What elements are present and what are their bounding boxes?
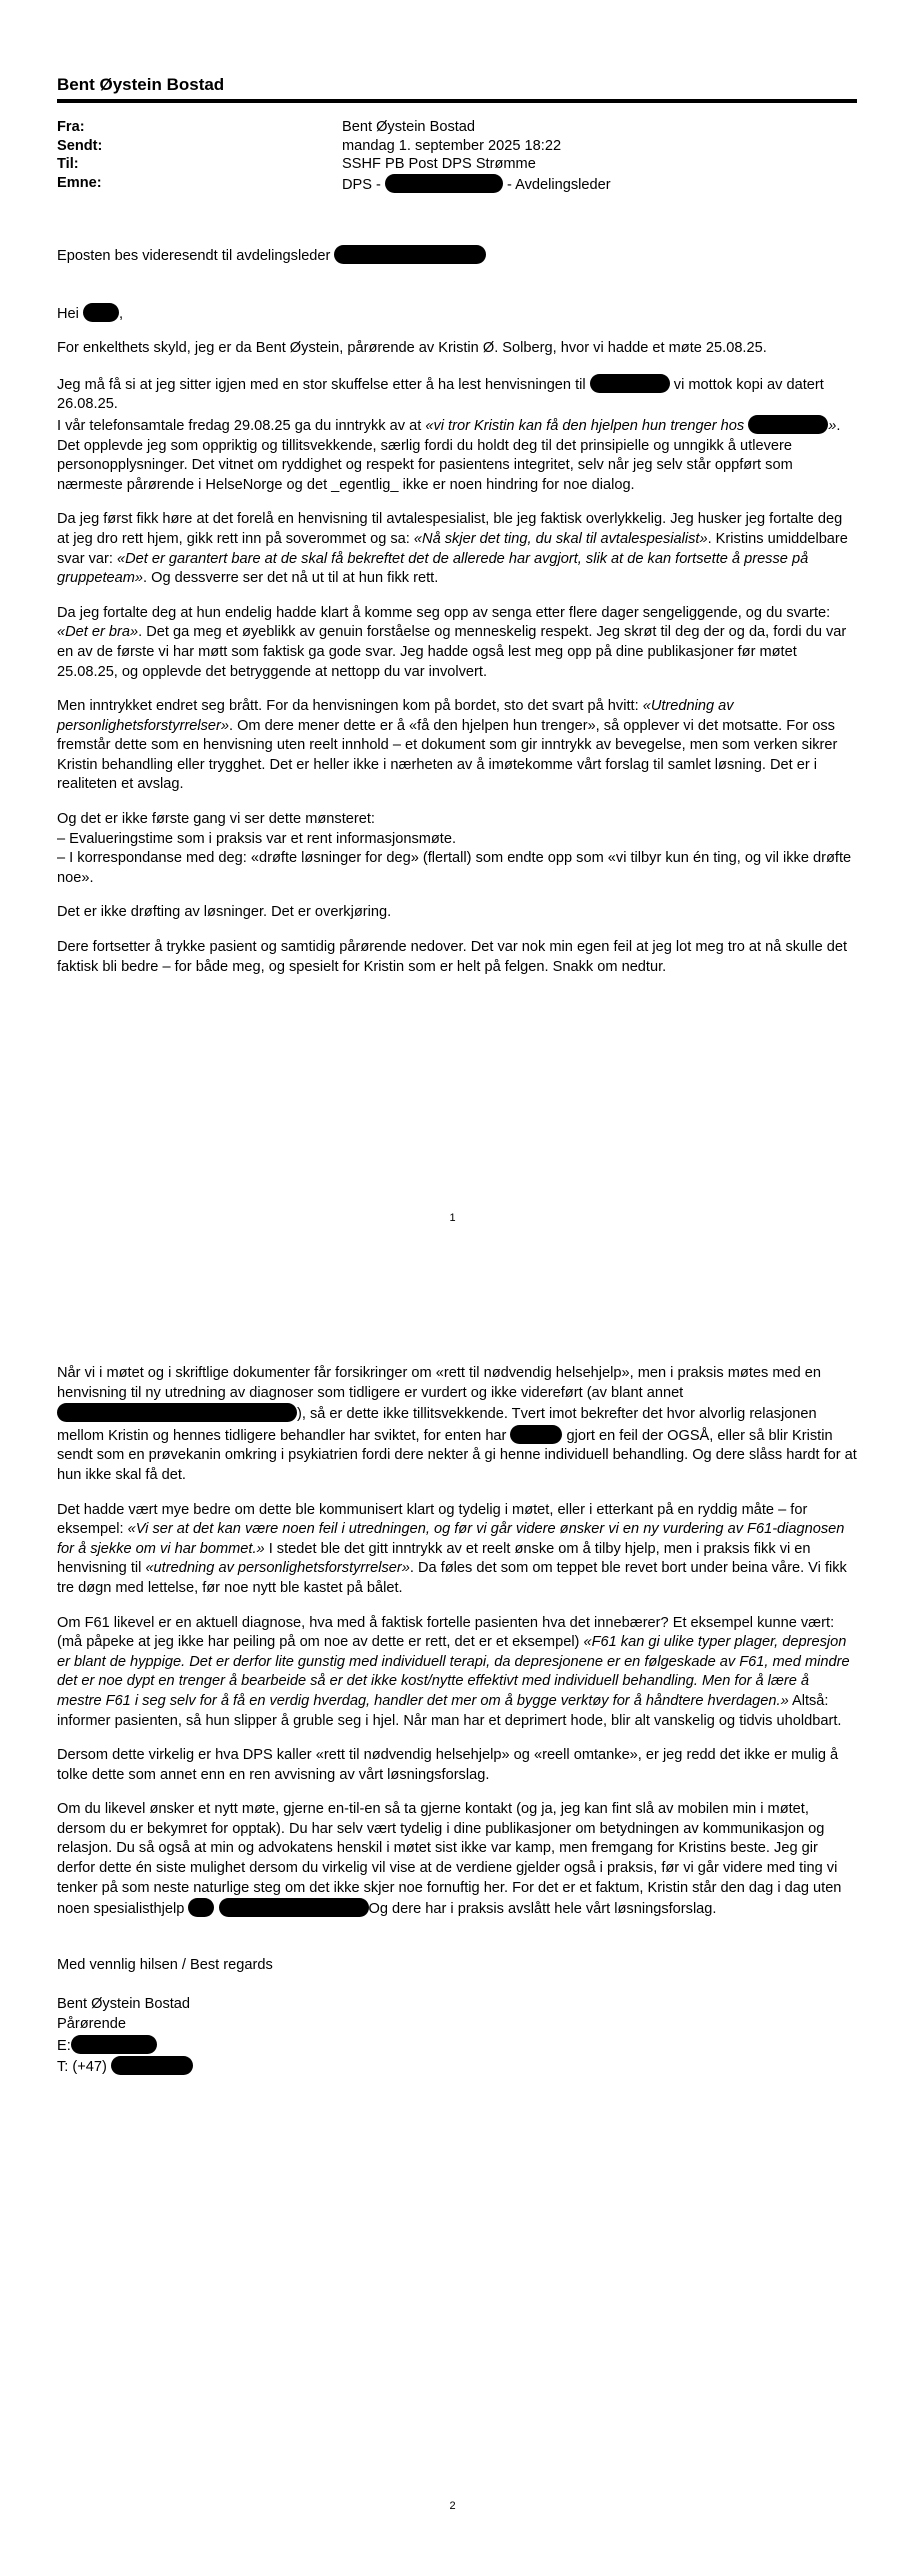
signature-email <box>57 2035 857 2057</box>
signature-block <box>57 1995 857 2077</box>
text-run: Det hadde vært mye bedre om dette ble kommunisert klart og tydelig i møtet, eller i etterkant på en ryddig måte – for eksempel: <box>57 1501 808 1538</box>
sender-name-heading: Bent Øystein Bostad <box>57 75 225 94</box>
paragraph-intro: For enkelthets skyld, jeg er da Bent Øystein, pårørende av Kristin Ø. Solberg, hvor vi hadde et møte 25.08.25. <box>57 340 767 357</box>
subject-label: Emne: <box>57 174 102 191</box>
text-run: I stedet ble det gitt inntrykk av et reelt ønske om å tilby hjelp, men i praksis fikk vi en henvisning til <box>57 1540 811 1577</box>
to-value: SSHF PB Post DPS Strømme <box>342 156 536 172</box>
paragraph-diagnosis <box>57 1614 857 1732</box>
redaction-mark <box>111 2056 193 2075</box>
redaction-mark <box>334 245 486 264</box>
email-header <box>57 118 857 194</box>
quote-text: «Vi ser at det kan være noen feil i utredningen, og før vi går videre ønsker vi en ny vurdering av F61-diagnosen for å sjekke om vi har bommet.» <box>57 1521 845 1557</box>
text-run: . Da føles det som om teppet ble revet bort under beina våre. Vi fikk tre døgn med lettelse, før noe nytt ble kastet på bålet. <box>57 1560 847 1596</box>
redaction-mark <box>57 1403 297 1422</box>
forward-note-text: Eposten bes videresendt til avdelingsleder <box>57 248 331 264</box>
redaction-mark <box>590 374 670 393</box>
paragraph-downhill: Dere fortsetter å trykke pasient og samtidig pårørende nedover. Det var nok min egen feil at jeg lot meg tro at nå skulle det faktisk bli bedre – for både meg, og spesielt for Kristin som er helt på felgen. Snakk om nedtur. <box>57 939 848 975</box>
signature-phone <box>57 2056 857 2078</box>
subject-suffix: - Avdelingsleder <box>507 176 611 193</box>
signature-name: Bent Øystein Bostad <box>57 1996 191 2013</box>
paragraph-pattern <box>57 810 857 888</box>
redaction-mark <box>219 1898 369 1917</box>
page-number: 1 <box>449 1212 456 1224</box>
text-run: . Og dessverre ser det nå ut til at hun fikk rett. <box>143 570 439 587</box>
page-1-body <box>57 245 857 992</box>
text-run: Om F61 likevel er en aktuell diagnose, hva med å faktisk fortelle pasienten hva det innebærer? Et eksempel kunne vært: (må påpeke at jeg ikke har peiling på om noe av dette er rett, det er et eksempel) <box>57 1614 835 1651</box>
closing: Med vennlig hilsen / Best regards <box>57 1956 273 1973</box>
greeting <box>57 303 857 325</box>
text-run: Da jeg først fikk høre at det forelå en henvisning til avtalespesialist, ble jeg faktisk overlykkelig. Jeg husker jeg fortalte deg at jeg dro rett hjem, gikk rett inn på soverommet og sa: <box>57 511 843 547</box>
from-value: Bent Øystein Bostad <box>342 119 476 135</box>
header-row-from <box>57 118 857 137</box>
header-row-subject <box>57 174 857 195</box>
sent-label: Sendt: <box>57 137 103 154</box>
text-run: Men inntrykket endret seg brått. For da henvisningen kom på bordet, sto det svart på hvitt: <box>57 698 639 715</box>
paragraph-assurances <box>57 1364 857 1486</box>
text-run: I vår telefonsamtale fredag 29.08.25 ga du inntrykk av at <box>57 417 422 434</box>
greeting-text: Hei <box>57 305 79 322</box>
quote-text: «vi tror Kristin kan få den hjelpen hun trenger hos <box>425 417 745 434</box>
quote-text: «F61 kan gi ulike typer plager, depresjon er blant de hyppige. Det er derfor lite gunstig med individuell terapi, da depresjonene er en følgeskade av F61, med mindre det er noe dypt en trenger å bearbeide så er det ikke kost/nytte effektivt med individuell behandling. Men for å lære å mestre F61 i seg selv for å få en verdig hverdag, handler det mer om å bygge verktøy for å håndtere hverdagen.» <box>57 1634 850 1709</box>
paragraph-change <box>57 697 857 795</box>
forward-note <box>57 245 857 267</box>
list-item: – Evalueringstime som i praksis var et rent informasjonsmøte. <box>57 830 457 847</box>
header-divider <box>57 99 857 103</box>
text-run: gjort en feil der OGSÅ, eller så blir Kristin sendt som en prøvekanin omkring i psykiatrien fordi dere nekter å gi henne individuell behandling. Og dere slåss hardt for at hun ikke skal få det. <box>57 1427 857 1483</box>
text-run: Om du likevel ønsker et nytt møte, gjerne en-til-en så ta gjerne kontakt (og ja, jeg kan fint slå av mobilen min i møtet, dersom du er bekymret for opptak). Du har selv vært tydelig i dine publikasjoner om betydningen av kommunikasjon og relasjon. Du så også at min og advokatens henskil i møtet sist ikke var kamp, men fremgang for Kristins beste. Jeg gir derfor dette én siste mulighet dersom du virkelig vil vise at de verdiene gjelder også i praksis, før vi går videre med ting vi tenker på som neste naturlige steg om det ikke skjer noe fornuftig her. For det er et faktum, Kristin står den dag i dag uten noen spesialisthjelp <box>57 1801 842 1918</box>
text-run: Når vi i møtet og i skriftlige dokumenter får forsikringer om «rett til nødvendig helsehjelp», men i praksis møtes med en henvisning til ny utredning av diagnoser som tidligere er vurdert og ikke videreført (av blant annet <box>57 1365 822 1401</box>
header-row-to <box>57 155 857 174</box>
text-run: . Det ga meg et øyeblikk av genuin forståelse og menneskelig respekt. Jeg skrøt til deg der og da, fordi du var en av de første vi har møtt som faktisk ga gode svar. Jeg hadde også lest meg opp på dine publikasjoner før møtet 25.08.25, og opplevde det betryggende at nettopp du var involvert. <box>57 624 847 680</box>
subject-prefix: DPS - <box>342 176 381 193</box>
quote-text: » <box>828 417 837 434</box>
text-run: . Kristins umiddelbare svar var: <box>57 530 848 567</box>
text-run: Altså: informer pasienten, så hun slipper å gruble seg i hjel. Når man har et deprimert hode, blir alt vanskelig og tidvis uholdbart. <box>57 1692 842 1729</box>
quote-text: «Nå skjer det ting, du skal til avtalespesialist» <box>413 530 708 547</box>
text-run: . Det opplevde jeg som oppriktig og tillitsvekkende, særlig fordi du holdt deg til det prinsipielle og unngikk å utlevere personopplysninger. Det vitnet om ryddighet og respekt for pasientens integritet, selv når jeg selv står oppført som nærmeste pårørende i HelseNorge og det _egentlig_ ikke er noen hindring for noe dialog. <box>57 417 841 493</box>
text-run: ), så er dette ikke tillitsvekkende. Tvert imot bekrefter det hvor alvorlig relasjonen mellom Kristin og hennes tidligere behandler har sviktet, for enten har <box>57 1406 817 1444</box>
text-run: Jeg må få si at jeg sitter igjen med en stor skuffelse etter å ha lest henvisningen til <box>57 376 586 393</box>
list-item: – I korrespondanse med deg: «drøfte løsninger for deg» (flertall) som endte opp som «vi tilbyr kun én ting, og vil ikke drøfte noe». <box>57 850 852 886</box>
redaction-mark <box>83 303 119 322</box>
subject-value <box>342 174 857 195</box>
phone-label: T: (+47) <box>57 2059 107 2076</box>
greeting-comma: , <box>118 305 124 322</box>
paragraph-overrun: Det er ikke drøfting av løsninger. Det er overkjøring. <box>57 904 392 921</box>
paragraph-respect <box>57 604 857 682</box>
document-page-2 <box>0 1280 905 2560</box>
page-number: 2 <box>449 2500 456 2512</box>
text-run: Og det er ikke første gang vi ser dette mønsteret: <box>57 811 375 828</box>
text-run: . Om dere mener dette er å «få den hjelpen hun trenger», så opplever vi det motsatte. For oss fremstår dette som en henvisning uten reelt innhold – et dokument som gir inntrykk av bevegelse, men som verken sikrer Kristin behandling eller trygghet. Det er heller ikke i nærheten av å imøtekomme vårt forslag til samlet løsning. Det er i realiteten et avslag. <box>57 717 838 793</box>
redaction-mark <box>510 1425 562 1444</box>
paragraph-communication <box>57 1501 857 1599</box>
quote-text: «Det er garantert bare at de skal få bekreftet det de allerede har avgjort, slik at de kan fortsette å presse på gruppeteam» <box>57 550 809 587</box>
quote-text: «utredning av personlighetsforstyrrelser» <box>145 1560 410 1577</box>
text-run: Da jeg fortalte deg at hun endelig hadde klart å komme seg opp av senga etter flere dager sengeliggende, og du svarte: <box>57 604 831 621</box>
text-run: Og dere har i praksis avslått hele vårt løsningsforslag. <box>368 1901 717 1918</box>
redaction-mark <box>71 2035 157 2054</box>
sent-value: mandag 1. september 2025 18:22 <box>342 137 562 154</box>
page-2-body <box>57 1364 857 2078</box>
paragraph-meeting <box>57 1800 857 1920</box>
email-label: E: <box>57 2037 71 2054</box>
header-row-sent <box>57 137 857 156</box>
to-label: Til: <box>57 156 79 172</box>
signature-role: Pårørende <box>57 2016 126 2033</box>
paragraph-referral <box>57 510 857 588</box>
text-run: vi mottok kopi av datert 26.08.25. <box>57 376 824 413</box>
from-label: Fra: <box>57 119 85 135</box>
redaction-mark <box>385 174 503 193</box>
quote-text: «Utredning av personlighetsforstyrrelser» <box>57 698 734 734</box>
redaction-mark <box>188 1898 214 1917</box>
redaction-mark <box>748 415 828 434</box>
paragraph-rejection: Dersom dette virkelig er hva DPS kaller «rett til nødvendig helsehjelp» og «reell omtanke», er jeg redd det ikke er mulig å tolke dette som annet enn en ren avvisning av vårt løsningsforslag. <box>57 1747 839 1783</box>
paragraph-disappointment <box>57 374 857 496</box>
quote-text: «Det er bra» <box>57 624 139 641</box>
